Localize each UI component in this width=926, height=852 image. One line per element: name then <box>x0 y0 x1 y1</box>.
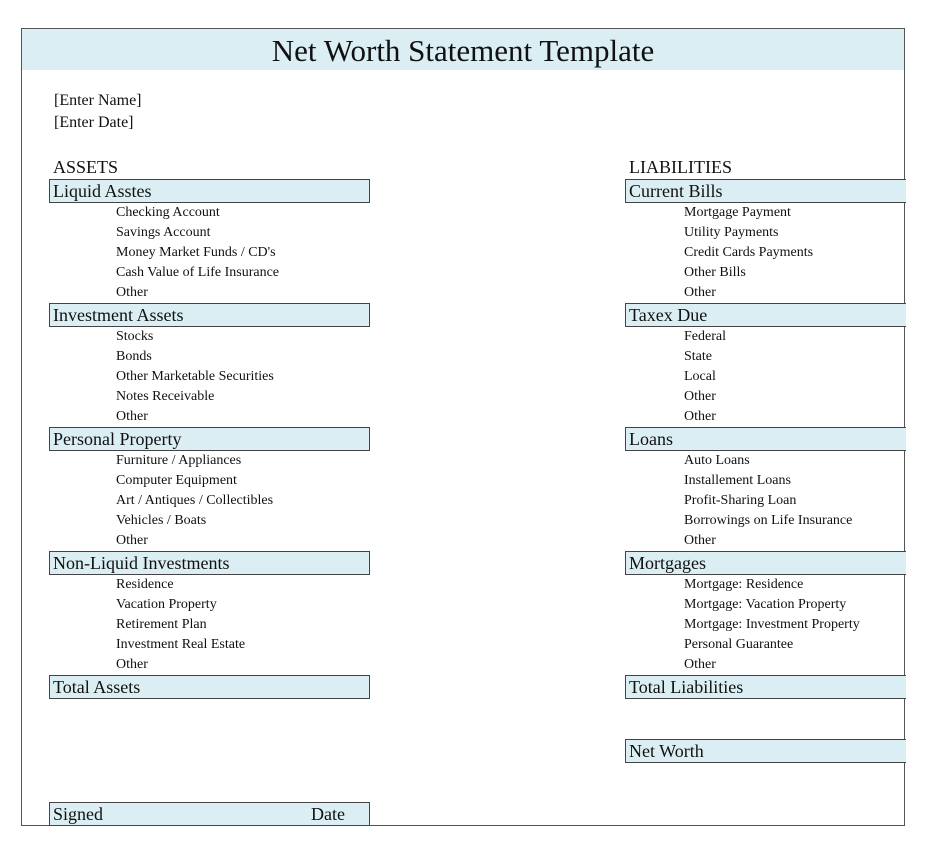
asset-item: Investment Real Estate <box>116 637 246 652</box>
liability-item: Mortgage Payment <box>684 205 791 220</box>
liability-item: Credit Cards Payments <box>684 245 814 260</box>
asset-item: Residence <box>116 577 174 592</box>
total-assets-row: Total Assets <box>49 675 370 699</box>
liability-item: Utility Payments <box>684 225 779 240</box>
date-field[interactable]: [Enter Date] <box>54 114 134 131</box>
section-personal-property: Personal Property <box>49 427 370 451</box>
liability-item: Federal <box>684 329 726 344</box>
signature-row <box>49 802 370 826</box>
signed-label: Signed <box>53 804 104 824</box>
asset-item: Other <box>116 285 148 300</box>
liability-item: State <box>684 349 712 364</box>
liability-item: Other <box>684 285 716 300</box>
asset-item: Stocks <box>116 329 154 344</box>
asset-item: Retirement Plan <box>116 617 207 632</box>
liability-item: Personal Guarantee <box>684 637 794 652</box>
page-title: Net Worth Statement Template <box>22 29 904 70</box>
section-non-liquid-investments: Non-Liquid Investments <box>49 551 370 575</box>
liability-item: Mortgage: Investment Property <box>684 617 860 632</box>
asset-item: Money Market Funds / CD's <box>116 245 276 260</box>
total-liabilities-row: Total Liabilities <box>625 675 906 699</box>
liabilities-heading: LIABILITIES <box>629 157 732 177</box>
name-field[interactable]: [Enter Name] <box>54 92 142 109</box>
asset-item: Savings Account <box>116 225 211 240</box>
section-taxes-due: Taxex Due <box>625 303 906 327</box>
liability-item: Mortgage: Vacation Property <box>684 597 847 612</box>
asset-item: Vacation Property <box>116 597 217 612</box>
section-mortgages: Mortgages <box>625 551 906 575</box>
asset-item: Furniture / Appliances <box>116 453 242 468</box>
section-investment-assets: Investment Assets <box>49 303 370 327</box>
liability-item: Auto Loans <box>684 453 750 468</box>
section-loans: Loans <box>625 427 906 451</box>
asset-item: Other Marketable Securities <box>116 369 274 384</box>
asset-item: Notes Receivable <box>116 389 215 404</box>
liability-item: Borrowings on Life Insurance <box>684 513 853 528</box>
liability-item: Local <box>684 369 716 384</box>
signature-date-label: Date <box>311 804 345 824</box>
asset-item: Art / Antiques / Collectibles <box>116 493 274 508</box>
liability-item: Other <box>684 533 716 548</box>
assets-heading: ASSETS <box>53 157 119 177</box>
asset-item: Other <box>116 657 148 672</box>
liability-item: Other <box>684 657 716 672</box>
liability-item: Other Bills <box>684 265 746 280</box>
asset-item: Cash Value of Life Insurance <box>116 265 280 280</box>
asset-item: Checking Account <box>116 205 220 220</box>
asset-item: Other <box>116 409 148 424</box>
asset-item: Other <box>116 533 148 548</box>
liability-item: Mortgage: Residence <box>684 577 804 592</box>
asset-item: Computer Equipment <box>116 473 237 488</box>
net-worth-row: Net Worth <box>625 739 906 763</box>
section-current-bills: Current Bills <box>625 179 906 203</box>
liability-item: Installement Loans <box>684 473 791 488</box>
liability-item: Profit-Sharing Loan <box>684 493 797 508</box>
asset-item: Bonds <box>116 349 152 364</box>
asset-item: Vehicles / Boats <box>116 513 207 528</box>
liability-item: Other <box>684 389 716 404</box>
section-liquid-assets: Liquid Asstes <box>49 179 370 203</box>
liability-item: Other <box>684 409 716 424</box>
